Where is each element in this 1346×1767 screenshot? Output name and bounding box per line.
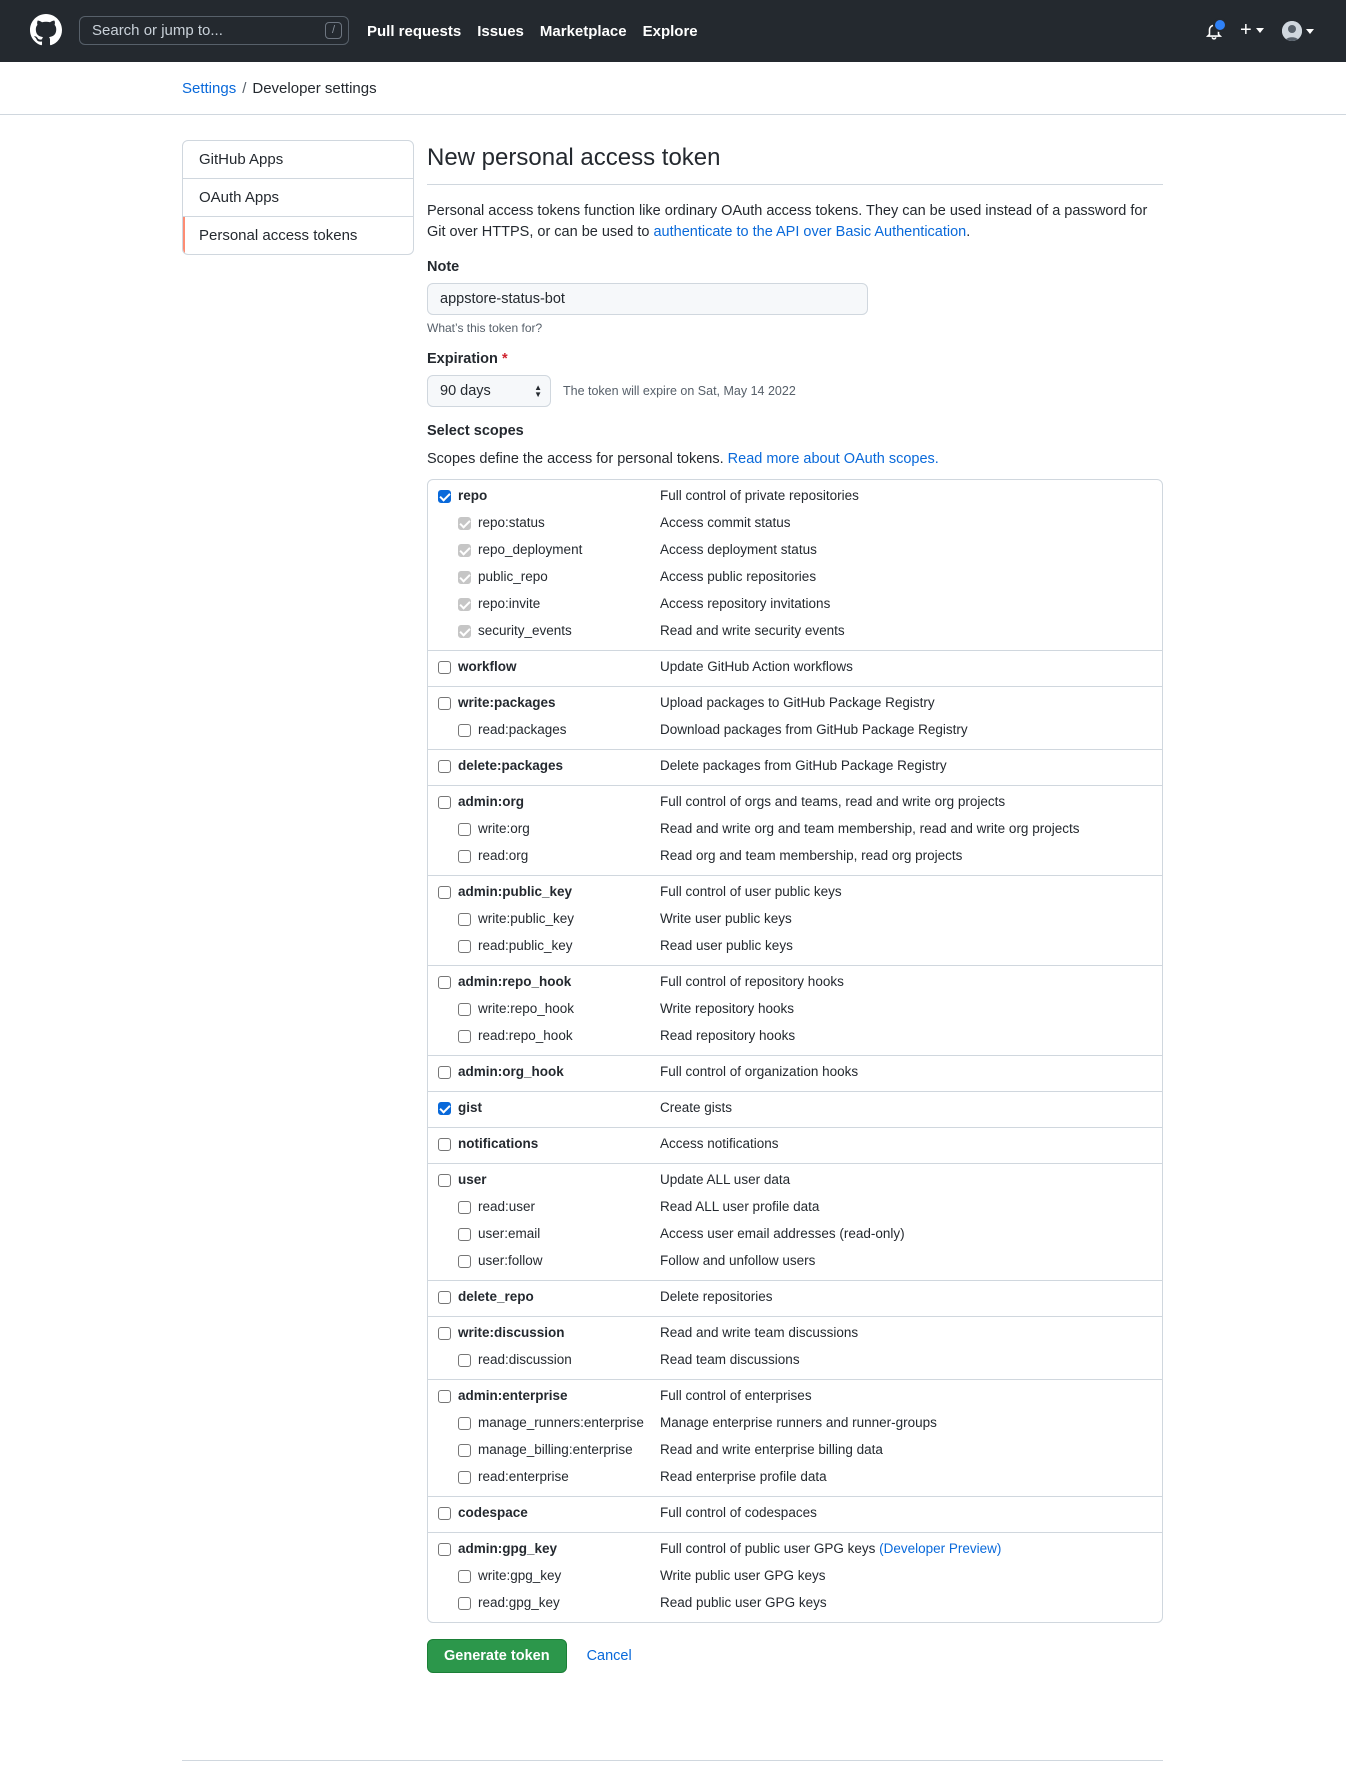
scope-row — [428, 1195, 1162, 1222]
scope-checkbox[interactable] — [438, 490, 451, 503]
scope-name: user:email — [478, 1226, 541, 1241]
scope-row — [428, 1537, 1162, 1564]
scope-description: Read ALL user profile data — [660, 1199, 820, 1214]
scope-description — [660, 1100, 732, 1115]
scope-name: admin:public_key — [458, 884, 573, 899]
scope-row — [428, 1348, 1162, 1375]
scope-row — [428, 817, 1162, 844]
scope-name: read:org — [478, 848, 529, 863]
create-new-button[interactable] — [1240, 19, 1264, 41]
scope-description — [660, 1541, 1001, 1556]
nav-marketplace[interactable]: Marketplace — [539, 22, 627, 40]
scope-description-text: Read and write team discussions — [660, 1325, 859, 1340]
scope-description: Access commit status — [660, 515, 791, 530]
intro-body: Personal access tokens function like ordinary OAuth access tokens. They can be used instead of a password for Git over HTTPS, or can be used to — [427, 203, 1148, 240]
scope-checkbox — [458, 598, 471, 611]
scope-group — [428, 786, 1162, 876]
scope-description-text: Delete packages from GitHub Package Registry — [660, 758, 947, 773]
scope-checkbox[interactable] — [458, 1471, 471, 1484]
scope-row — [428, 754, 1162, 781]
scope-description — [660, 1388, 812, 1403]
scope-description-text: Full control of user public keys — [660, 884, 842, 899]
scope-description: Read repository hooks — [660, 1028, 796, 1043]
scope-name: read:packages — [478, 722, 567, 737]
scope-description-text: Full control of enterprises — [660, 1388, 812, 1403]
developer-settings-menu — [182, 140, 414, 255]
expiration-label — [427, 351, 1163, 367]
scope-description: Follow and unfollow users — [660, 1253, 816, 1268]
scope-group — [428, 1317, 1162, 1380]
scope-description-text: Update ALL user data — [660, 1172, 791, 1187]
expiration-label-text: Expiration — [427, 351, 498, 367]
global-nav — [367, 0, 714, 62]
scope-name: gist — [458, 1100, 483, 1115]
scope-name: admin:enterprise — [458, 1388, 568, 1403]
scope-checkbox[interactable] — [438, 697, 451, 710]
expiration-note: The token will expire on Sat, May 14 2022 — [563, 384, 796, 398]
main-content — [427, 140, 1163, 1673]
scope-description — [660, 1172, 790, 1187]
scope-group — [428, 1164, 1162, 1281]
scope-description: Write user public keys — [660, 911, 792, 926]
scope-group — [428, 687, 1162, 750]
scope-name: manage_runners:enterprise — [478, 1415, 644, 1430]
scope-description — [660, 884, 842, 899]
scope-description: Access user email addresses (read-only) — [660, 1226, 905, 1241]
chevron-down-icon — [1256, 28, 1264, 33]
basic-auth-link[interactable]: authenticate to the API over Basic Authentication — [653, 224, 967, 240]
scope-group — [428, 966, 1162, 1056]
scope-checkbox[interactable] — [438, 976, 451, 989]
scope-checkbox[interactable] — [458, 724, 471, 737]
scope-description — [660, 1505, 817, 1520]
scope-row — [428, 1321, 1162, 1348]
cancel-link[interactable]: Cancel — [586, 1648, 632, 1664]
expiration-row — [427, 375, 1163, 407]
scope-row — [428, 1465, 1162, 1492]
scope-name: repo:invite — [478, 596, 541, 611]
scope-group — [428, 1128, 1162, 1164]
scope-checkbox[interactable] — [458, 940, 471, 953]
intro-text — [427, 201, 1163, 243]
scope-name: admin:gpg_key — [458, 1541, 558, 1556]
scope-row — [428, 1438, 1162, 1465]
scope-description: Read and write org and team membership, read and write org projects — [660, 821, 1080, 836]
scope-checkbox[interactable] — [438, 760, 451, 773]
scope-group — [428, 1533, 1162, 1622]
avatar-image-icon — [1282, 21, 1302, 41]
generate-token-button[interactable]: Generate token — [427, 1639, 567, 1673]
scope-name: read:user — [478, 1199, 536, 1214]
scope-name: write:org — [478, 821, 530, 836]
scope-description — [660, 974, 844, 989]
scope-name: read:enterprise — [478, 1469, 569, 1484]
scope-description-text: Full control of repository hooks — [660, 974, 844, 989]
scope-row — [428, 1285, 1162, 1312]
scope-row — [428, 1591, 1162, 1618]
scope-name: codespace — [458, 1505, 528, 1520]
scope-name: repo_deployment — [478, 542, 583, 557]
scope-checkbox[interactable] — [458, 1228, 471, 1241]
scope-group — [428, 750, 1162, 786]
scope-description — [660, 758, 947, 773]
footer-divider — [182, 1760, 1163, 1761]
scope-name: security_events — [478, 623, 572, 638]
scope-name: user:follow — [478, 1253, 543, 1268]
scope-description: Write repository hooks — [660, 1001, 795, 1016]
developer-preview-link[interactable]: (Developer Preview) — [879, 1541, 1002, 1556]
scope-checkbox[interactable] — [438, 1066, 451, 1079]
scopes-description — [427, 451, 1163, 467]
scope-checkbox[interactable] — [458, 1444, 471, 1457]
scope-name: admin:repo_hook — [458, 974, 572, 989]
scope-row — [428, 511, 1162, 538]
plus-icon: + — [1240, 19, 1252, 41]
scope-description: Read public user GPG keys — [660, 1595, 827, 1610]
oauth-scopes-link[interactable]: Read more about OAuth scopes. — [727, 451, 939, 467]
scope-description: Download packages from GitHub Package Registry — [660, 722, 968, 737]
form-actions — [427, 1639, 1163, 1673]
scope-checkbox[interactable] — [458, 1417, 471, 1430]
scope-checkbox[interactable] — [458, 1597, 471, 1610]
note-input[interactable]: appstore-status-bot — [427, 283, 868, 315]
breadcrumb — [182, 80, 377, 97]
scope-name: write:packages — [458, 695, 556, 710]
breadcrumb-bar — [0, 62, 1346, 115]
scope-row — [428, 1096, 1162, 1123]
notifications-button[interactable] — [1205, 21, 1225, 41]
scope-description — [660, 1136, 779, 1151]
scope-description-text: Full control of public user GPG keys — [660, 1541, 876, 1556]
sidebar-item-github-apps[interactable]: GitHub Apps — [183, 141, 413, 179]
intro-end: . — [966, 224, 971, 240]
scope-name: delete_repo — [458, 1289, 534, 1304]
scope-checkbox[interactable] — [458, 913, 471, 926]
scope-row — [428, 790, 1162, 817]
scope-description-text: Access notifications — [660, 1136, 779, 1151]
scope-group — [428, 1380, 1162, 1497]
scope-row — [428, 934, 1162, 961]
scope-checkbox[interactable] — [458, 1201, 471, 1214]
scopes-desc-text: Scopes define the access for personal tokens. — [427, 451, 728, 467]
scope-row — [428, 1222, 1162, 1249]
expiration-select[interactable] — [427, 375, 551, 407]
scope-description — [660, 1289, 773, 1304]
chevron-down-icon — [1306, 29, 1314, 34]
scope-checkbox[interactable] — [438, 661, 451, 674]
breadcrumb-settings-link[interactable]: Settings — [182, 80, 237, 97]
scope-description: Read team discussions — [660, 1352, 800, 1367]
scope-description — [660, 659, 853, 674]
scope-description: Read and write security events — [660, 623, 845, 638]
required-marker: * — [501, 351, 508, 367]
notification-dot — [1213, 18, 1227, 32]
scope-name: write:public_key — [478, 911, 575, 926]
note-label: Note — [427, 259, 460, 275]
scope-checkbox[interactable] — [438, 886, 451, 899]
scope-row — [428, 484, 1162, 511]
scope-row — [428, 1168, 1162, 1195]
scope-row — [428, 1564, 1162, 1591]
nav-pull-requests[interactable]: Pull requests — [367, 22, 462, 40]
scope-row — [428, 1411, 1162, 1438]
scopes-section — [427, 423, 1163, 1623]
scope-checkbox[interactable] — [458, 1255, 471, 1268]
scope-checkbox[interactable] — [438, 1507, 451, 1520]
scope-row — [428, 1024, 1162, 1051]
scope-description — [660, 1064, 858, 1079]
page-title: New personal access token — [427, 140, 1163, 185]
scope-checkbox[interactable] — [458, 823, 471, 836]
scope-description — [660, 794, 1005, 809]
search-shortcut-badge: / — [325, 22, 342, 39]
scopes-list — [427, 479, 1163, 1623]
search-placeholder: Search or jump to... — [92, 22, 223, 39]
scope-checkbox[interactable] — [438, 1174, 451, 1187]
scope-row — [428, 1501, 1162, 1528]
scope-checkbox[interactable] — [438, 1102, 451, 1115]
scope-row — [428, 1132, 1162, 1159]
scope-name: read:repo_hook — [478, 1028, 573, 1043]
scope-group — [428, 1281, 1162, 1317]
breadcrumb-separator: / — [242, 80, 247, 97]
scope-name: write:gpg_key — [478, 1568, 562, 1583]
scope-checkbox[interactable] — [458, 1003, 471, 1016]
scope-row — [428, 655, 1162, 682]
scope-checkbox[interactable] — [438, 1291, 451, 1304]
scope-description-text: Full control of organization hooks — [660, 1064, 859, 1079]
scope-checkbox — [458, 571, 471, 584]
scope-description-text: Full control of codespaces — [660, 1505, 817, 1520]
scope-group — [428, 1092, 1162, 1128]
scope-description-text: Update GitHub Action workflows — [660, 659, 853, 674]
scope-name: manage_billing:enterprise — [478, 1442, 633, 1457]
scope-name: read:gpg_key — [478, 1595, 560, 1610]
scope-row — [428, 907, 1162, 934]
scope-row — [428, 718, 1162, 745]
scope-description: Access repository invitations — [660, 596, 831, 611]
nav-issues[interactable]: Issues — [477, 22, 524, 40]
scope-checkbox[interactable] — [458, 1354, 471, 1367]
scope-name: admin:org_hook — [458, 1064, 564, 1079]
scope-description-text: Full control of orgs and teams, read and write org projects — [660, 794, 1006, 809]
scope-description-text: Full control of private repositories — [660, 488, 859, 503]
scope-checkbox[interactable] — [458, 1570, 471, 1583]
scope-name: repo:status — [478, 515, 545, 530]
scope-checkbox[interactable] — [438, 1543, 451, 1556]
select-arrows-icon: ▲ ▼ — [534, 383, 542, 399]
scope-group — [428, 1497, 1162, 1533]
scope-checkbox — [458, 544, 471, 557]
nav-explore[interactable]: Explore — [642, 22, 698, 40]
note-hint: What’s this token for? — [427, 321, 543, 335]
scope-checkbox[interactable] — [438, 1390, 451, 1403]
scope-checkbox[interactable] — [438, 796, 451, 809]
scope-name: read:public_key — [478, 938, 573, 953]
scope-row — [428, 592, 1162, 619]
scope-description: Read org and team membership, read org projects — [660, 848, 963, 863]
scope-row — [428, 997, 1162, 1024]
github-logo-icon[interactable] — [30, 14, 62, 46]
scope-name: read:discussion — [478, 1352, 572, 1367]
scope-checkbox — [458, 625, 471, 638]
sidebar-item-oauth-apps[interactable]: OAuth Apps — [183, 179, 413, 217]
scope-description: Access public repositories — [660, 569, 817, 584]
scope-name: workflow — [458, 659, 517, 674]
user-menu-button[interactable] — [1282, 21, 1314, 41]
scope-row — [428, 1384, 1162, 1411]
scope-description: Read enterprise profile data — [660, 1469, 827, 1484]
scope-description: Write public user GPG keys — [660, 1568, 826, 1583]
scope-row — [428, 844, 1162, 871]
scope-description — [660, 488, 859, 503]
scope-name: write:repo_hook — [478, 1001, 575, 1016]
scope-description: Access deployment status — [660, 542, 817, 557]
expiration-selected-value: 90 days — [440, 383, 491, 399]
sidebar-item-personal-access-tokens[interactable]: Personal access tokens — [183, 217, 413, 254]
scope-name: notifications — [458, 1136, 539, 1151]
scope-checkbox[interactable] — [458, 1030, 471, 1043]
scope-checkbox[interactable] — [438, 1327, 451, 1340]
scope-checkbox[interactable] — [438, 1138, 451, 1151]
scope-row — [428, 880, 1162, 907]
scope-row — [428, 691, 1162, 718]
note-field-group — [427, 259, 1163, 335]
scope-row — [428, 619, 1162, 646]
scope-name: admin:org — [458, 794, 524, 809]
scope-group — [428, 651, 1162, 687]
breadcrumb-current: Developer settings — [252, 80, 377, 97]
scope-group — [428, 876, 1162, 966]
scope-row — [428, 970, 1162, 997]
scope-name: repo — [458, 488, 488, 503]
scope-row — [428, 565, 1162, 592]
scope-name: user — [458, 1172, 487, 1187]
expiration-field-group — [427, 351, 1163, 407]
scope-description: Read user public keys — [660, 938, 793, 953]
scopes-label: Select scopes — [427, 423, 524, 439]
scope-group — [428, 480, 1162, 651]
scope-description: Manage enterprise runners and runner-groups — [660, 1415, 937, 1430]
scope-description — [660, 1325, 858, 1340]
scope-checkbox — [458, 517, 471, 530]
scope-name: write:discussion — [458, 1325, 565, 1340]
scope-description — [660, 695, 935, 710]
scope-row — [428, 538, 1162, 565]
scope-row — [428, 1060, 1162, 1087]
avatar — [1282, 21, 1302, 41]
scope-name: delete:packages — [458, 758, 564, 773]
scope-description-text: Create gists — [660, 1100, 733, 1115]
global-header — [0, 0, 1346, 62]
scope-description-text: Upload packages to GitHub Package Registry — [660, 695, 935, 710]
search-input[interactable] — [79, 16, 349, 45]
scope-group — [428, 1056, 1162, 1092]
scope-description-text: Delete repositories — [660, 1289, 773, 1304]
scope-row — [428, 1249, 1162, 1276]
scope-name: public_repo — [478, 569, 548, 584]
scope-checkbox[interactable] — [458, 850, 471, 863]
scope-description: Read and write enterprise billing data — [660, 1442, 883, 1457]
